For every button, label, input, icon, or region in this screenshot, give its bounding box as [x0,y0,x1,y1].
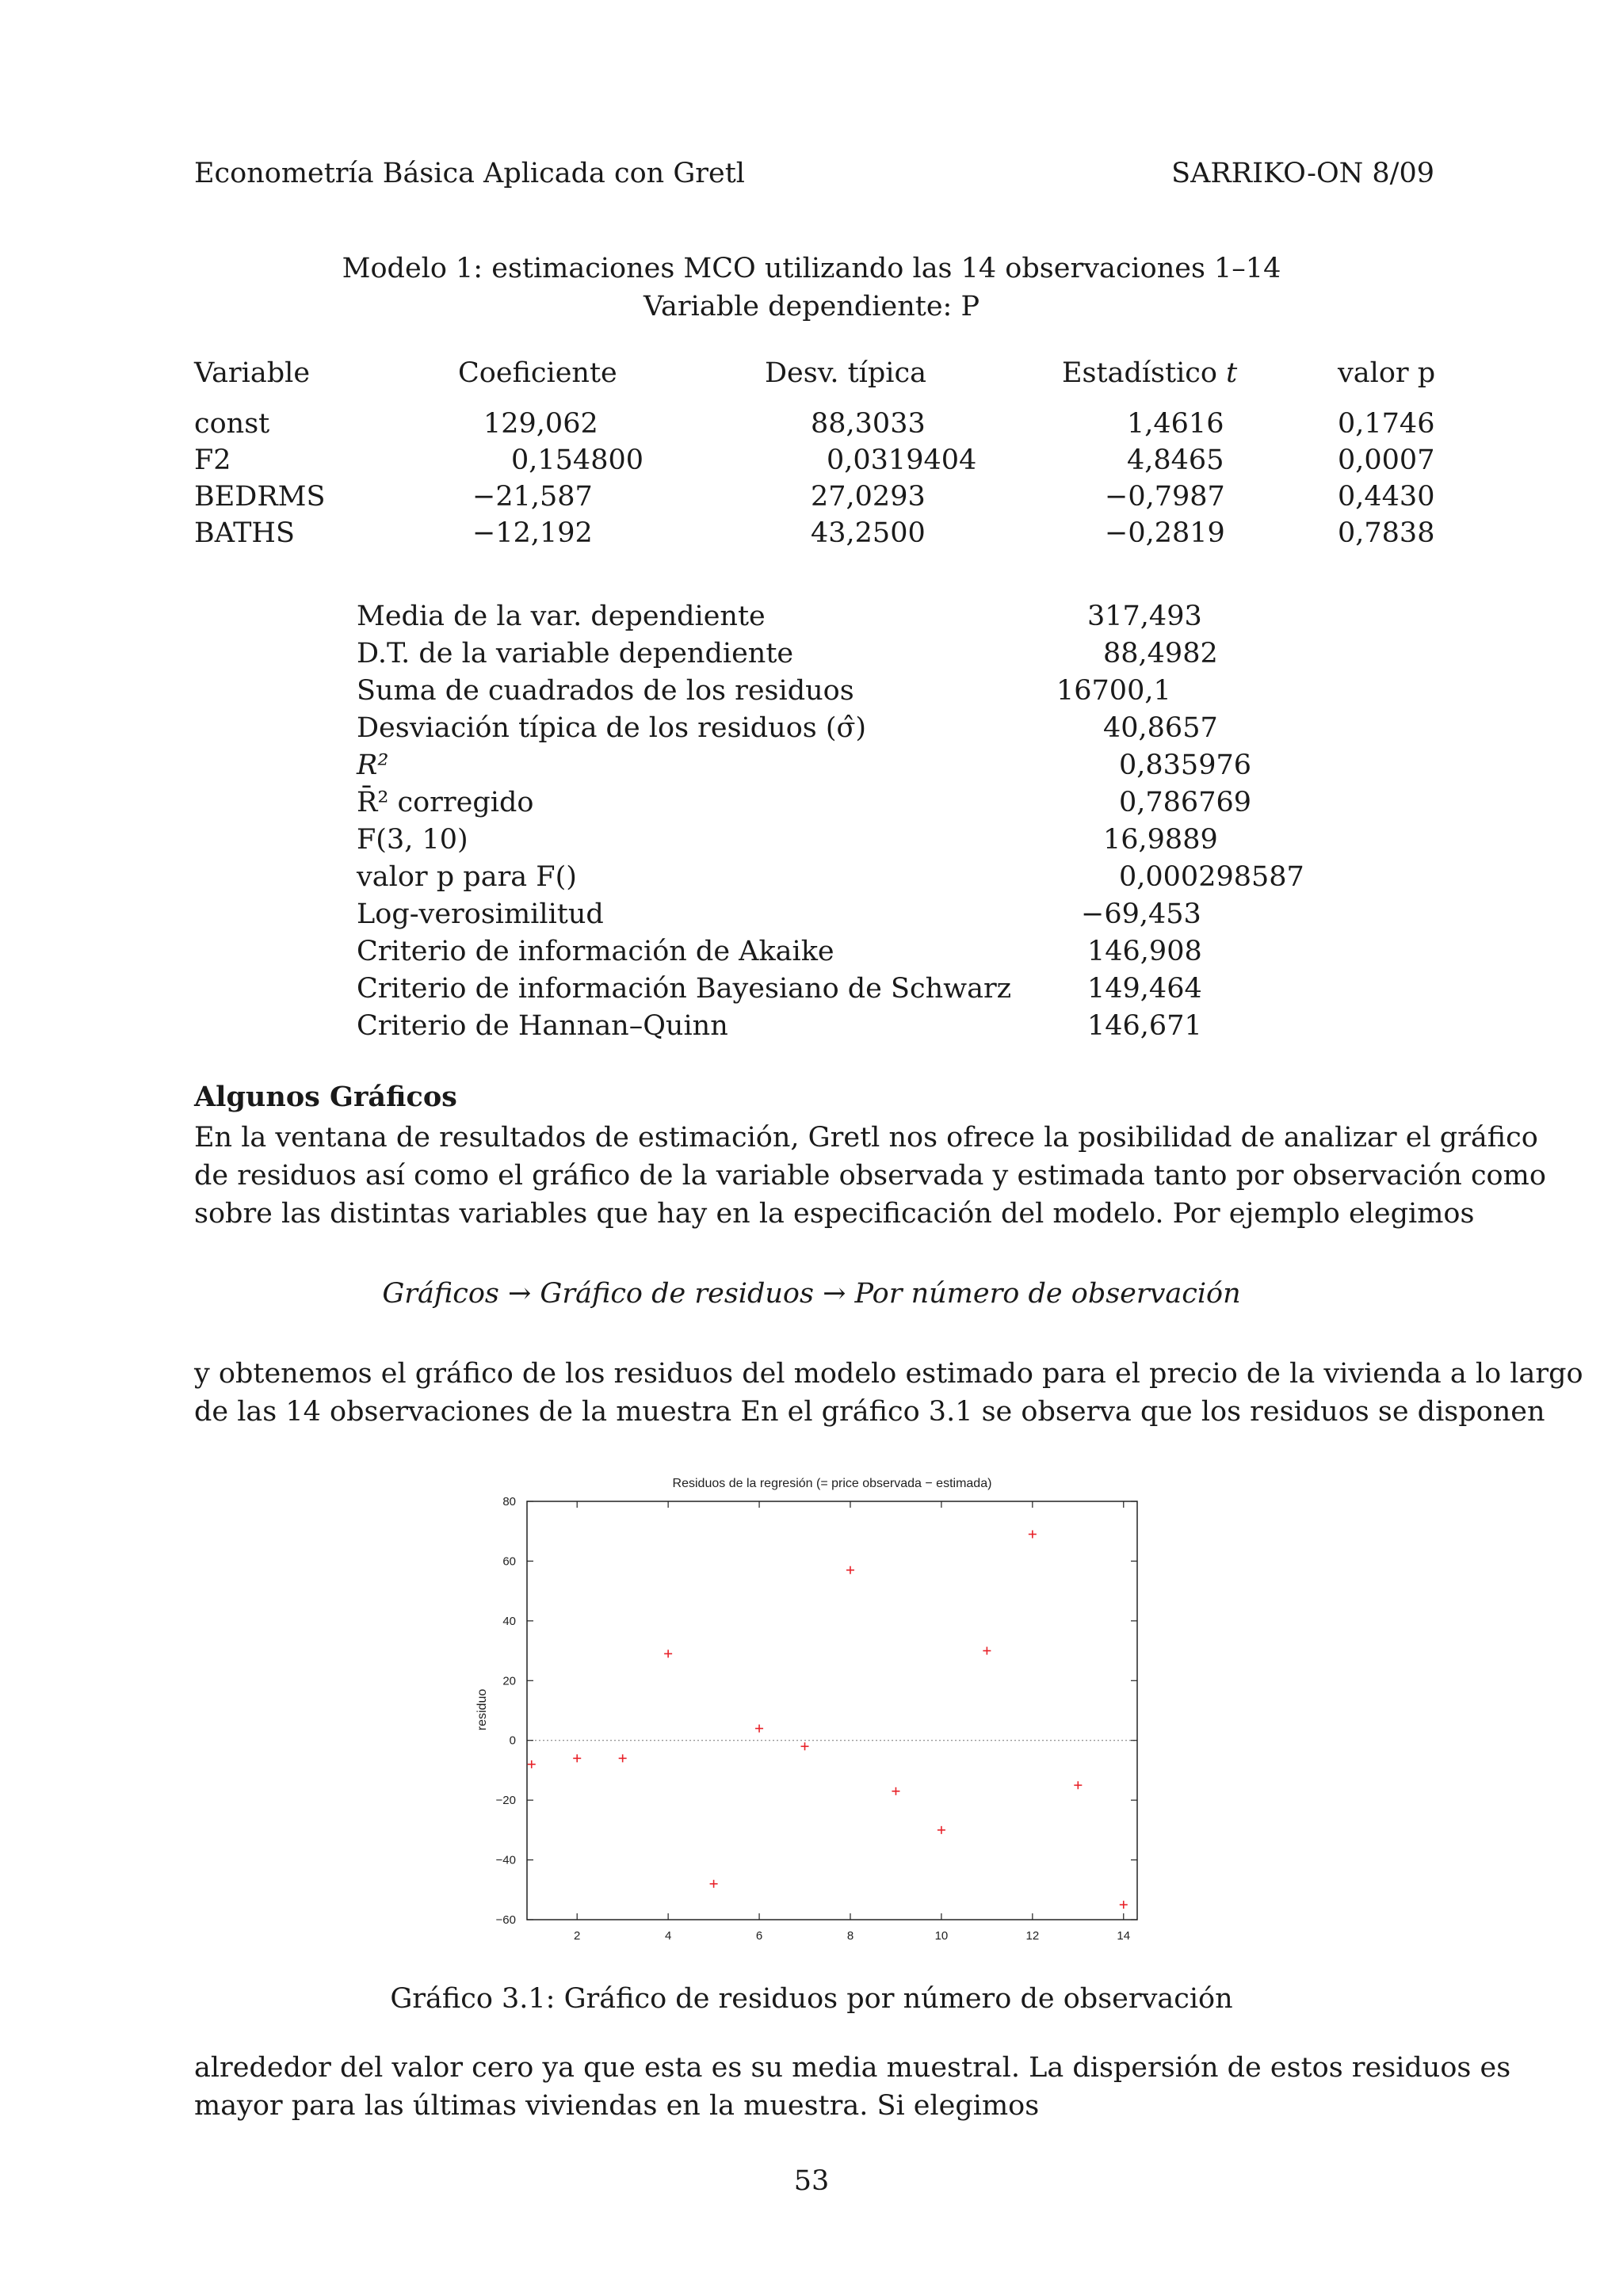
table-row-variable: BEDRMS [194,481,326,513]
data-point [983,1647,991,1655]
section-heading: Algunos Gráficos [194,1081,457,1113]
table-cell-t: 1,4616 [1127,408,1224,440]
y-tick-label: 80 [502,1495,516,1508]
data-point [573,1754,581,1762]
y-tick-label: 60 [502,1554,516,1569]
stat-label: R̄² corregido [357,787,534,818]
data-point [892,1787,899,1795]
y-tick-label: −20 [495,1794,516,1808]
stat-value: −69,453 [1081,898,1201,930]
stat-label: Desviación típica de los residuos (σ̂) [357,712,867,744]
stat-value: 149,464 [1087,973,1202,1005]
y-tick-label: −60 [495,1913,516,1927]
table-row-variable: const [194,408,270,440]
stat-label: Criterio de información Bayesiano de Schwarz [357,973,1012,1005]
running-header-right: SARRIKO-ON 8/09 [1171,158,1434,189]
paragraph-line: En la ventana de resultados de estimación, Gretl nos ofrece la posibilidad de analizar el gráfico [194,1122,1538,1154]
paragraph-line: sobre las distintas variables que hay en la especificación del modelo. Por ejemplo elegimos [194,1198,1475,1230]
paragraph-line: de las 14 observaciones de la muestra En el gráfico 3.1 se observa que los residuos se disponen [194,1396,1545,1428]
data-point [710,1880,718,1888]
col-header-se: Desv. típica [765,357,926,389]
table-cell-coef: 0,154800 [511,444,644,476]
paragraph-dispersion [194,2049,1511,2125]
table-cell-se: 0,0319404 [827,444,977,476]
page-number: 53 [793,2165,830,2197]
x-tick-label: 4 [664,1929,672,1943]
stat-label: F(3, 10) [357,824,468,856]
table-row-variable: BATHS [194,517,295,549]
dependent-variable: Variable dependiente: P [643,291,980,322]
menu-path: Gráficos → Gráfico de residuos → Por número de observación [382,1278,1241,1310]
stat-value: 146,671 [1087,1010,1202,1042]
paragraph-intro [194,1119,1546,1233]
table-cell-t: 4,8465 [1127,444,1224,476]
table-cell-pvalue: 0,0007 [1338,444,1435,476]
stat-value: 0,786769 [1119,787,1252,818]
stat-label: Suma de cuadrados de los residuos [357,675,854,707]
y-tick-label: 40 [502,1614,516,1628]
data-point [1074,1781,1082,1789]
col-header-tstat: Estadístico t [1062,357,1238,389]
data-point [755,1725,763,1733]
table-cell-t: −0,2819 [1105,517,1225,549]
data-point [619,1754,627,1762]
table-cell-coef: −12,192 [472,517,593,549]
stat-value: 40,8657 [1103,712,1218,744]
table-cell-pvalue: 0,1746 [1338,408,1435,440]
data-point [801,1742,809,1750]
table-row-variable: F2 [194,444,231,476]
residual-chart [460,1458,1157,1949]
stat-value: 16700,1 [1056,675,1171,707]
table-cell-coef: 129,062 [483,408,598,440]
x-tick-label: 14 [1117,1929,1131,1943]
col-header-pvalue: valor p [1338,357,1436,389]
stat-value: 317,493 [1087,601,1202,632]
stat-label: D.T. de la variable dependiente [357,638,794,669]
x-axis-ticks [574,1501,1130,1943]
data-point [664,1650,672,1657]
data-point [528,1760,536,1768]
paragraph-line: alrededor del valor cero ya que esta es su media muestral. La dispersión de estos residuos es [194,2052,1511,2084]
stat-value: 16,9889 [1103,824,1218,856]
stat-value: 0,000298587 [1119,861,1304,893]
stat-label: Log-verosimilitud [357,898,604,930]
chart-ylabel: residuo [475,1688,489,1731]
x-tick-label: 12 [1025,1929,1040,1943]
col-header-variable: Variable [194,357,311,389]
stat-value: 0,835976 [1119,749,1252,781]
table-cell-t: −0,7987 [1105,481,1225,513]
figure-caption: Gráfico 3.1: Gráfico de residuos por número de observación [390,1983,1233,2015]
running-header-left: Econometría Básica Aplicada con Gretl [194,158,745,189]
stat-label: Media de la var. dependiente [357,601,766,632]
y-tick-label: 0 [509,1733,516,1748]
table-cell-pvalue: 0,4430 [1338,481,1435,513]
stat-value: 146,908 [1087,936,1202,967]
stat-label: Criterio de información de Akaike [357,936,834,967]
x-tick-label: 10 [934,1929,949,1943]
table-cell-se: 27,0293 [811,481,926,513]
data-point [846,1566,854,1574]
table-cell-coef: −21,587 [472,481,593,513]
y-axis-ticks [496,1495,1137,1927]
stat-value: 88,4982 [1103,638,1218,669]
plot-frame [527,1501,1137,1920]
y-tick-label: −40 [495,1853,516,1867]
paragraph-line: de residuos así como el gráfico de la variable observada y estimada tanto por observación como [194,1160,1546,1192]
stat-label: R² [357,749,389,781]
data-point [938,1826,945,1834]
col-header-coef: Coeficiente [458,357,617,389]
table-cell-se: 43,2500 [811,517,926,549]
data-point [1029,1530,1037,1538]
y-tick-label: 20 [502,1674,516,1688]
x-tick-label: 6 [755,1929,763,1943]
stat-label: valor p para F() [357,861,577,893]
table-cell-se: 88,3033 [811,408,926,440]
x-tick-label: 2 [574,1929,581,1943]
stat-label: Criterio de Hannan–Quinn [357,1010,728,1042]
paragraph-line: mayor para las últimas viviendas en la muestra. Si elegimos [194,2090,1040,2122]
data-point [1120,1901,1128,1909]
paragraph-line: y obtenemos el gráfico de los residuos del modelo estimado para el precio de la vivienda a lo largo [194,1358,1583,1390]
data-points [528,1530,1128,1909]
chart-title: Residuos de la regresión (= price observada − estimada) [672,1477,992,1490]
table-cell-pvalue: 0,7838 [1338,517,1435,549]
paragraph-residuals [194,1355,1583,1431]
model-title: Modelo 1: estimaciones MCO utilizando las 14 observaciones 1–14 [342,253,1281,284]
x-tick-label: 8 [846,1929,854,1943]
